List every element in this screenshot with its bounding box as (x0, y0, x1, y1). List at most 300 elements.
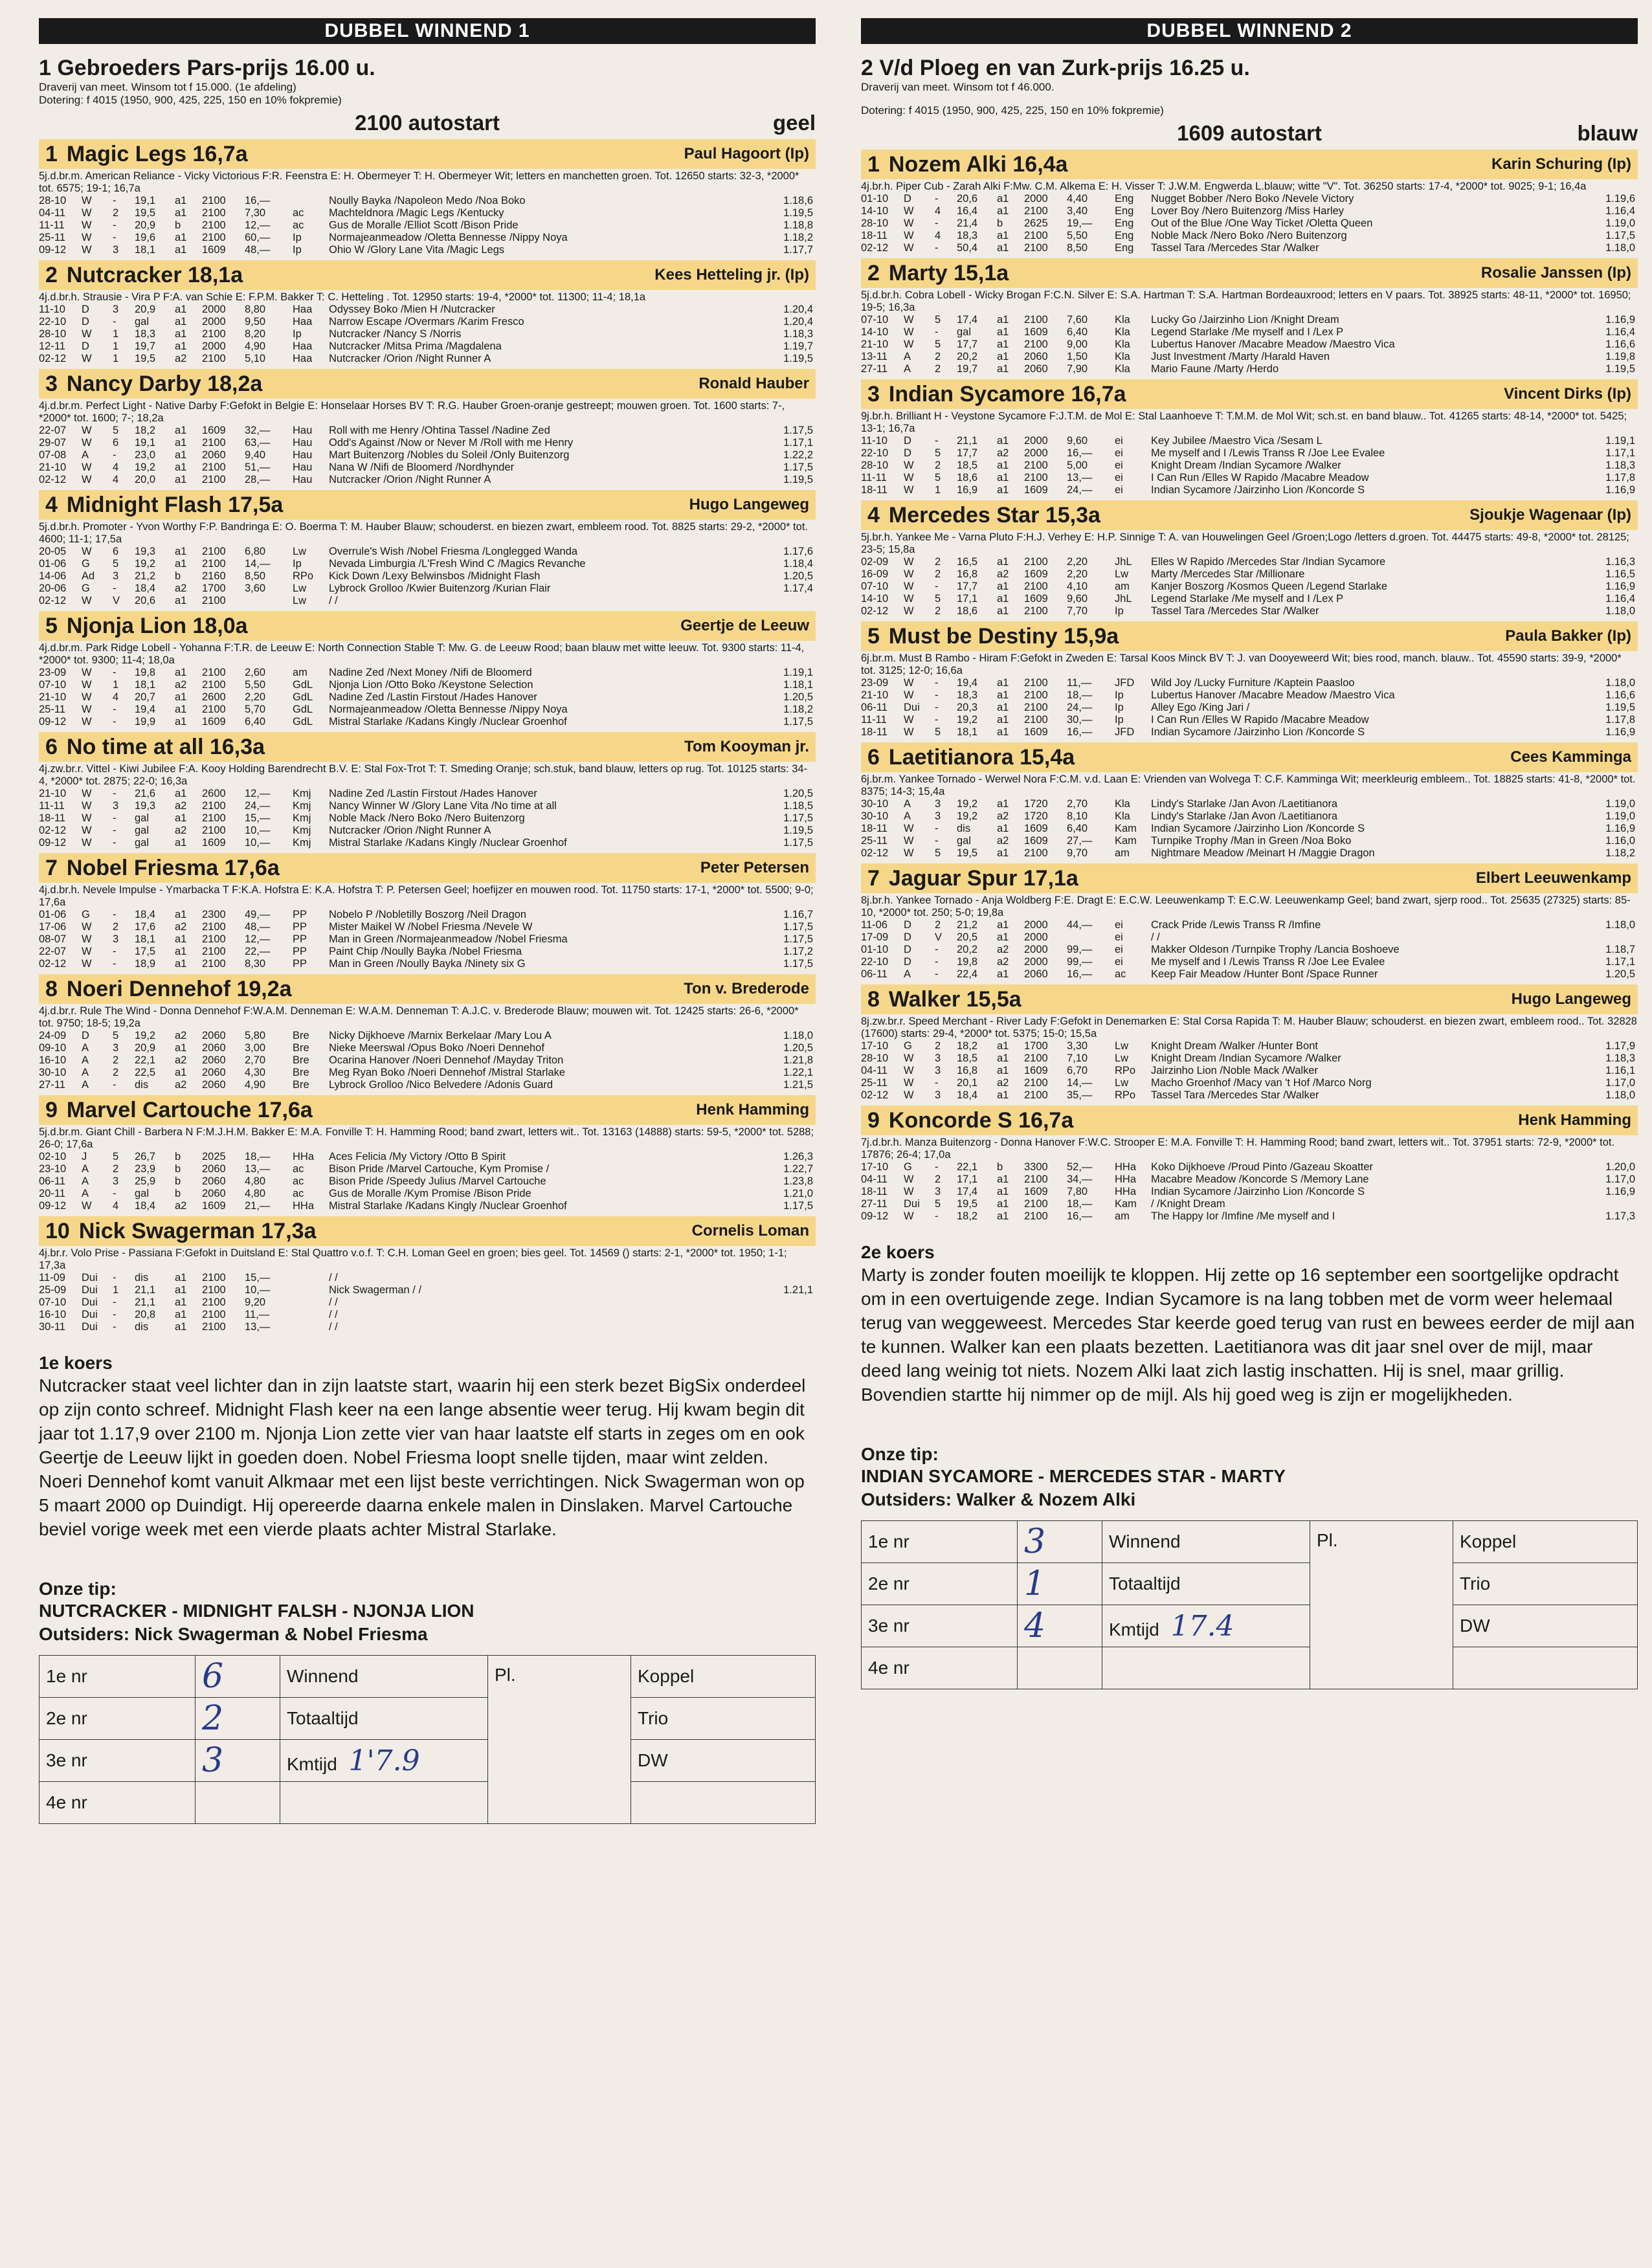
table-row (39, 1188, 816, 1200)
grid-label: Winnend (1102, 1521, 1310, 1563)
table-cell: 4,30 (245, 1067, 266, 1078)
table-cell: 4 (113, 474, 119, 485)
table-cell: a1 (997, 1186, 1009, 1197)
handwritten-number[interactable]: 4 (1018, 1605, 1102, 1647)
table-cell: 1720 (1024, 798, 1048, 810)
table-cell: 1.17,8 (1605, 472, 1635, 484)
table-cell: 19,3 (135, 800, 156, 812)
table-row (39, 449, 816, 461)
table-cell: 2000 (1024, 931, 1048, 943)
horse-name: Indian Sycamore 16,7a (888, 381, 1126, 406)
table-cell: Nadine Zed /Next Money /Nifi de Bloomerd (329, 667, 532, 678)
table-cell: 1.20,5 (783, 570, 813, 582)
table-cell: D (82, 304, 89, 315)
race-history-table (861, 1040, 1638, 1102)
race-column-2 (861, 18, 1638, 1689)
grid-label: DW (1453, 1605, 1638, 1647)
table-cell: 5 (113, 558, 119, 570)
table-cell: 2 (935, 919, 941, 931)
table-row (39, 958, 816, 970)
table-cell: 51,— (245, 461, 271, 473)
table-cell: 19,2 (135, 558, 156, 570)
table-cell: 5 (935, 339, 941, 350)
table-cell: Bre (293, 1042, 309, 1054)
driver-name: Ton v. Brederode (684, 980, 809, 997)
horse-name: Nutcracker 18,1a (66, 262, 243, 287)
table-cell: Eng (1115, 205, 1134, 217)
handwritten-number[interactable]: 3 (195, 1740, 280, 1782)
table-cell: RPo (293, 570, 314, 582)
table-cell: 21,— (245, 1200, 271, 1212)
table-cell: 1.22,7 (783, 1163, 813, 1175)
table-cell: Odd's Against /Now or Never M /Roll with me Henry (329, 437, 574, 449)
table-cell: GdL (293, 679, 313, 691)
table-cell: 18-11 (861, 726, 887, 738)
table-cell: 3 (113, 800, 119, 812)
table-cell: 2060 (202, 1067, 226, 1078)
race-history-table (861, 919, 1638, 981)
table-cell: gal (957, 326, 972, 338)
table-cell: 6,40 (1067, 823, 1088, 834)
table-cell: Nevada Limburgia /L'Fresh Wind C /Magics Revanche (329, 558, 586, 570)
table-cell: 13-11 (861, 351, 887, 362)
handwritten-number[interactable]: 2 (195, 1698, 280, 1740)
table-cell: Knight Dream /Indian Sycamore /Walker (1151, 460, 1341, 471)
table-cell: Crack Pride /Lewis Transs R /Imfine (1151, 919, 1321, 931)
table-cell: 21-10 (39, 691, 67, 703)
table-cell: 09-12 (39, 716, 67, 728)
table-cell: Dui (82, 1309, 98, 1320)
table-cell: 1.17,5 (783, 1200, 813, 1212)
horse-pedigree: 5j.d.br.h. Cobra Lobell - Wicky Brogan F:C.N. Silver E: S.A. Hartman T: S.A. Hartman Bordeauxrood; letters en V paars. Tot. 38925 starts: 48-11, *2000* tot. 16950; 19-5; 16,3a (861, 289, 1631, 313)
table-cell: - (935, 1210, 939, 1222)
race-history-table (39, 909, 816, 970)
table-cell: 2100 (202, 921, 226, 933)
driver-name: Sjoukje Wagenaar (Ip) (1469, 506, 1631, 524)
table-row (861, 726, 1638, 739)
table-cell: 09-12 (861, 1210, 889, 1222)
table-cell: 1.19,5 (783, 207, 813, 219)
table-cell: b (175, 570, 181, 582)
table-cell: 2100 (202, 595, 226, 606)
table-cell: 2100 (1024, 1052, 1048, 1064)
table-cell: Hau (293, 474, 313, 485)
table-cell: Just Investment /Marty /Harald Haven (1151, 351, 1330, 362)
table-cell: W (904, 205, 914, 217)
grid-label: 2e nr (862, 1563, 1018, 1605)
table-cell: 3 (113, 570, 119, 582)
table-cell: Bison Pride /Speedy Julius /Marvel Cartouche (329, 1175, 546, 1187)
table-cell: 18-11 (861, 1186, 887, 1197)
tip-outsiders: Outsiders: Walker & Nozem Alki (861, 1489, 1136, 1509)
table-cell: / / (329, 1296, 338, 1308)
table-cell: 2 (935, 605, 941, 617)
table-cell: 1.16,4 (1605, 205, 1635, 217)
table-cell: 2100 (202, 679, 226, 691)
horse-name: No time at all 16,3a (66, 734, 265, 759)
table-cell: D (904, 956, 911, 968)
table-cell: 18,3 (135, 328, 156, 340)
table-cell: 1609 (202, 837, 226, 849)
table-cell: 2 (935, 1173, 941, 1185)
table-cell: 16,— (1067, 726, 1093, 738)
table-cell: Kam (1115, 1198, 1137, 1210)
betting-grid (39, 1655, 816, 1824)
table-cell: A (82, 1188, 89, 1199)
table-cell: 27-11 (861, 363, 887, 375)
table-cell: 4,90 (245, 340, 266, 352)
table-cell: 02-09 (861, 556, 889, 568)
table-cell: W (82, 425, 92, 436)
table-cell: 23-09 (861, 677, 889, 689)
table-cell: am (1115, 581, 1130, 592)
table-cell: 02-12 (861, 242, 889, 254)
table-cell: 1.16,1 (1605, 1065, 1635, 1076)
table-cell: Mario Faune /Marty /Herdo (1151, 363, 1279, 375)
table-cell: 4 (113, 691, 119, 703)
table-cell: Haa (293, 340, 313, 352)
table-cell: 08-07 (39, 933, 67, 945)
table-cell: Dui (904, 1198, 920, 1210)
horse-header (39, 853, 816, 883)
table-cell (293, 1321, 329, 1333)
table-cell: - (935, 944, 939, 955)
driver-name: Hugo Langeweg (689, 496, 809, 513)
table-row (861, 351, 1638, 363)
table-cell (1067, 931, 1115, 944)
table-cell: 25-11 (39, 232, 65, 243)
table-cell: 18-11 (861, 823, 887, 834)
table-cell: 16,8 (957, 568, 978, 580)
table-cell: 20-11 (39, 1188, 65, 1199)
table-row (861, 1186, 1638, 1198)
race-history-table (39, 1030, 816, 1091)
table-row (861, 1077, 1638, 1089)
race-title: 2 V/d Ploeg en van Zurk-prijs 16.25 u. (861, 56, 1250, 80)
table-cell: 1.17,5 (783, 933, 813, 945)
table-cell: a1 (997, 205, 1009, 217)
table-cell: JhL (1115, 593, 1132, 605)
table-cell: I Can Run /Elles W Rapido /Macabre Meadow (1151, 714, 1369, 726)
table-cell: 1.17,5 (783, 461, 813, 473)
table-cell: b (997, 1161, 1003, 1173)
table-cell: Elles W Rapido /Mercedes Star /Indian Sycamore (1151, 556, 1386, 568)
table-cell: Nicky Dijkhoeve /Marnix Berkelaar /Mary Lou A (329, 1030, 552, 1041)
horse-pedigree: 6j.br.m. Must B Rambo - Hiram F:Gefokt in Zweden E: Tarsal Koos Minck BV T: J. van Dooyeweerd Wit; bies rood, manch. blauw.. Tot. 45590 starts: 39-9, *2000* tot. 3125; 12-0; 16,6a (861, 652, 1622, 676)
table-cell: ei (1115, 956, 1123, 968)
table-cell: Mistral Starlake /Kadans Kingly /Nuclear Groenhof (329, 1200, 567, 1212)
table-cell: ei (1115, 460, 1123, 471)
table-cell: HHa (1115, 1161, 1137, 1173)
table-cell: 99,— (1067, 956, 1093, 968)
table-cell: 1.19,7 (783, 340, 813, 352)
table-cell: - (113, 1079, 117, 1091)
table-cell: - (113, 1272, 117, 1284)
table-cell: - (113, 1296, 117, 1308)
table-cell: W (904, 460, 914, 471)
driver-name: Henk Hamming (696, 1101, 809, 1118)
table-row (861, 326, 1638, 339)
table-cell: - (935, 217, 939, 229)
table-cell (293, 1272, 329, 1284)
table-cell: Aces Felicia /My Victory /Otto B Spirit (329, 1151, 506, 1162)
table-cell: 1.19,5 (1605, 363, 1635, 375)
table-row (39, 933, 816, 946)
table-cell: Hau (293, 461, 313, 473)
grid-label: Trio (631, 1698, 816, 1740)
table-row (39, 195, 816, 207)
table-cell: gal (135, 837, 150, 849)
horse-header (39, 974, 816, 1004)
table-cell: Mart Buitenzorg /Nobles du Soleil /Only Buitenzorg (329, 449, 570, 461)
table-row (861, 944, 1638, 956)
table-cell: a1 (997, 847, 1009, 859)
table-cell: 2 (113, 207, 119, 219)
table-cell: Lover Boy /Nero Buitenzorg /Miss Harley (1151, 205, 1345, 217)
table-cell: 21-10 (861, 689, 889, 701)
table-cell: 2 (935, 363, 941, 375)
driver-name: Vincent Dirks (Ip) (1504, 385, 1631, 403)
table-row (861, 484, 1638, 496)
horse-pedigree: 8j.zw.br.r. Speed Merchant - River Lady F:Gefokt in Denemarken E: Stal Corsa Rapida T: M. Hauber Blauw; schouderst. en biezen zwart, embleem rood.. Tot. 32828 (17600) starts: 29-4, *2000* tot. 5375; 15-0; 15,5a (861, 1016, 1637, 1040)
table-cell: 18,4 (135, 909, 156, 920)
table-cell: b (175, 1188, 181, 1199)
table-cell: 19,7 (135, 340, 156, 352)
table-cell: 2100 (1024, 677, 1048, 689)
table-cell: 1.17,0 (1605, 1077, 1635, 1089)
horse-pedigree: 5j.br.h. Yankee Me - Varna Pluto F:H.J. Verhey E: H.P. Sinnige T: A. van Houwelingen Geel /Groen;Logo /letters d.groen. Tot. 44475 starts: 49-8, *2000* tot. 28125; 23-5; 15,8a (861, 531, 1629, 555)
table-cell: 2100 (202, 825, 226, 836)
table-row (861, 1040, 1638, 1052)
table-cell: 18,1 (135, 244, 156, 256)
table-cell: Kick Down /Lexy Belwinsbos /Midnight Flash (329, 570, 541, 582)
table-cell: Kmj (293, 837, 311, 849)
analysis-text: Marty is zonder fouten moeilijk te kloppen. Hij zette op 16 september een soortgelijke opdracht om in een overtuigende zege. Indian Sycamore is na lang tobben met de vorm weer helemaal terug van weggeweest. Mercedes Star keerde goed terug van rust en bewees eerder de mijl aan te kunnen. Walker kan een plaats bezetten. Laetitianora was dit jaar snel over de mijl, maar deed lang weinig tot niets. Nozem Alki laat zich lastig inschatten. Hij is snel, maar grillig. Bovendien startte hij nimmer op de mijl. Als hij goed weg is zijn er mogelijkheden. (861, 1265, 1635, 1405)
horse-name: Mercedes Star 15,3a (888, 502, 1100, 528)
table-cell: 12-11 (39, 340, 65, 352)
table-cell: 27,— (1067, 835, 1093, 847)
table-cell: W (82, 946, 92, 957)
table-cell: D (904, 435, 911, 447)
table-cell: a2 (997, 944, 1009, 955)
table-cell: 1.17,1 (1605, 956, 1635, 968)
horse-header (861, 742, 1638, 772)
table-cell: 18,1 (135, 933, 156, 945)
table-cell: 1609 (1024, 1186, 1048, 1197)
race-history-table (861, 314, 1638, 375)
table-row (39, 1151, 816, 1163)
table-cell: 3,30 (1067, 1040, 1088, 1052)
table-cell: Macho Groenhof /Macy van 't Hof /Marco Norg (1151, 1077, 1372, 1089)
table-cell: 1.16,6 (1605, 339, 1635, 350)
grid-label: 3e nr (862, 1605, 1018, 1647)
table-cell: Mistral Starlake /Kadans Kingly /Nuclear Groenhof (329, 837, 567, 849)
table-cell (293, 195, 329, 207)
table-cell: 30-10 (861, 810, 889, 822)
table-cell: 19,4 (135, 704, 156, 715)
table-row (39, 219, 816, 232)
table-cell: 18,3 (957, 689, 978, 701)
table-cell: 1720 (1024, 810, 1048, 822)
table-cell: gal (135, 825, 150, 836)
table-cell: Lubertus Hanover /Macabre Meadow /Maestro Vica (1151, 339, 1395, 350)
driver-name: Tom Kooyman jr. (684, 738, 809, 755)
table-cell: 22-10 (861, 956, 889, 968)
table-cell: 22,4 (957, 968, 978, 980)
table-row (39, 328, 816, 340)
table-cell: RPo (1115, 1089, 1136, 1101)
table-cell: Kla (1115, 810, 1130, 822)
table-cell: Dui (904, 702, 920, 713)
table-cell: 2100 (202, 958, 226, 970)
table-cell: gal (957, 835, 972, 847)
table-cell: Kla (1115, 326, 1130, 338)
table-cell: 3 (113, 1042, 119, 1054)
tip-heading: Onze tip: (861, 1444, 939, 1464)
horse-number: 2 (45, 262, 58, 287)
handwritten-number[interactable]: 6 (195, 1656, 280, 1698)
horse-pedigree: 6j.br.m. Yankee Tornado - Werwel Nora F:C.M. v.d. Laan E: Vrienden van Wolvega T: C.F. Kamminga Wit; meerkleurig embleem.. Tot. 18825 starts: 41-8, *2000* tot. 8375; 14-3; 15,4a (861, 773, 1636, 797)
table-cell: a1 (997, 593, 1009, 605)
table-cell: a1 (175, 437, 187, 449)
table-cell: Ip (293, 244, 302, 256)
table-cell: 17-10 (861, 1040, 889, 1052)
table-cell: Macabre Meadow /Koncorde S /Memory Lane (1151, 1173, 1369, 1185)
table-cell: a2 (175, 583, 187, 594)
table-cell: W (82, 716, 92, 728)
table-cell: JFD (1115, 677, 1135, 689)
table-cell: G (904, 1161, 912, 1173)
table-cell: 14-06 (39, 570, 67, 582)
table-row (861, 605, 1638, 617)
table-cell: 06-11 (861, 702, 887, 713)
table-cell: W (82, 461, 92, 473)
table-cell: 09-12 (39, 1200, 67, 1212)
table-cell: 2100 (1024, 847, 1048, 859)
horse-name: Midnight Flash 17,5a (66, 492, 284, 517)
table-cell: GdL (293, 716, 313, 728)
table-cell: 4,80 (245, 1188, 266, 1199)
table-cell: Knight Dream /Walker /Hunter Bont (1151, 1040, 1318, 1052)
table-cell: 07-10 (861, 314, 889, 326)
table-cell: 2 (935, 1040, 941, 1052)
table-cell: a1 (997, 1052, 1009, 1064)
table-cell: Nana W /Nifi de Bloomerd /Nordhynder (329, 461, 515, 473)
table-cell: 19,9 (135, 716, 156, 728)
table-row (39, 232, 816, 244)
table-cell: 2060 (1024, 968, 1048, 980)
table-cell: Odyssey Boko /Mien H /Nutcracker (329, 304, 495, 315)
table-cell: 1.22,2 (783, 449, 813, 461)
table-cell (245, 595, 293, 607)
table-cell: Lindy's Starlake /Jan Avon /Laetitianora (1151, 810, 1338, 822)
driver-name: Henk Hamming (1518, 1111, 1631, 1129)
table-cell: 2100 (202, 1272, 226, 1284)
table-cell: - (113, 958, 117, 970)
table-cell: - (113, 1321, 117, 1333)
table-cell: a1 (175, 946, 187, 957)
handwritten-number[interactable]: 3 (1018, 1521, 1102, 1563)
table-cell: a1 (997, 363, 1009, 375)
table-cell: PP (293, 921, 307, 933)
table-cell: 17,7 (957, 581, 978, 592)
table-cell: 14-10 (861, 593, 889, 605)
race-distance: 2100 autostart (355, 111, 500, 135)
table-cell: a1 (997, 230, 1009, 241)
table-cell: 9,00 (1067, 339, 1088, 350)
race-prize-money: Dotering: f 4015 (1950, 900, 425, 225, 150 en 10% fokpremie) (39, 94, 342, 106)
table-cell: 2100 (202, 558, 226, 570)
horse-entry (39, 853, 816, 970)
table-cell: 30,— (1067, 714, 1093, 726)
table-cell: a1 (997, 351, 1009, 362)
table-cell: 2100 (202, 1284, 226, 1296)
table-cell: a1 (997, 556, 1009, 568)
handwritten-number[interactable]: 1 (1018, 1563, 1102, 1605)
table-cell (768, 1309, 816, 1321)
table-cell: 18,1 (957, 726, 978, 738)
table-cell: W (82, 328, 92, 340)
table-cell: 2,60 (245, 667, 266, 678)
table-row (39, 1175, 816, 1188)
table-cell: 1.17,9 (1605, 1040, 1635, 1052)
table-cell: a1 (175, 1284, 187, 1296)
table-cell: 2000 (1024, 435, 1048, 447)
table-cell: Indian Sycamore /Jairzinho Lion /Koncorde S (1151, 823, 1365, 834)
horse-entry (861, 1106, 1638, 1223)
table-cell: 3 (113, 304, 119, 315)
race-prize-money: Dotering: f 4015 (1950, 900, 425, 225, 150 en 10% fokpremie) (861, 104, 1164, 117)
table-cell: 9,60 (1067, 435, 1088, 447)
driver-name: Cornelis Loman (691, 1222, 809, 1240)
table-cell: W (82, 353, 92, 364)
table-cell: 1.22,1 (783, 1067, 813, 1078)
table-cell: 1.16,6 (1605, 689, 1635, 701)
horse-name: Walker 15,5a (888, 986, 1021, 1012)
table-cell: 3 (113, 1175, 119, 1187)
table-cell: W (904, 677, 914, 689)
table-cell: 2100 (202, 328, 226, 340)
table-cell: 2100 (1024, 1210, 1048, 1222)
table-row (39, 691, 816, 704)
table-cell: 01-10 (861, 193, 889, 205)
table-cell: 1.18,0 (1605, 242, 1635, 254)
table-cell: Jairzinho Lion /Noble Mack /Walker (1151, 1065, 1318, 1076)
race-history-table (861, 1161, 1638, 1223)
table-cell: 11-10 (861, 435, 887, 447)
table-cell: 18,3 (957, 230, 978, 241)
table-cell: 2100 (1024, 702, 1048, 713)
table-cell: 2160 (202, 570, 226, 582)
table-cell: - (935, 435, 939, 447)
table-cell: 11,— (245, 1309, 270, 1320)
table-cell: A (904, 351, 911, 362)
table-cell: 27-11 (861, 1198, 887, 1210)
table-cell: 01-10 (861, 944, 889, 955)
table-cell: 2100 (202, 946, 226, 957)
table-cell: W (82, 244, 92, 256)
table-cell: 2 (935, 351, 941, 362)
table-cell: W (904, 556, 914, 568)
table-cell: 1.17,8 (1605, 714, 1635, 726)
table-cell: PP (293, 909, 307, 920)
table-cell: Hau (293, 425, 313, 436)
table-cell: 1.20,5 (1605, 968, 1635, 980)
table-cell: Bison Pride /Marvel Cartouche, Kym Promise / (329, 1163, 550, 1175)
table-cell: 6 (113, 437, 119, 449)
table-cell: 04-11 (39, 207, 65, 219)
table-cell: 1609 (1024, 823, 1048, 834)
